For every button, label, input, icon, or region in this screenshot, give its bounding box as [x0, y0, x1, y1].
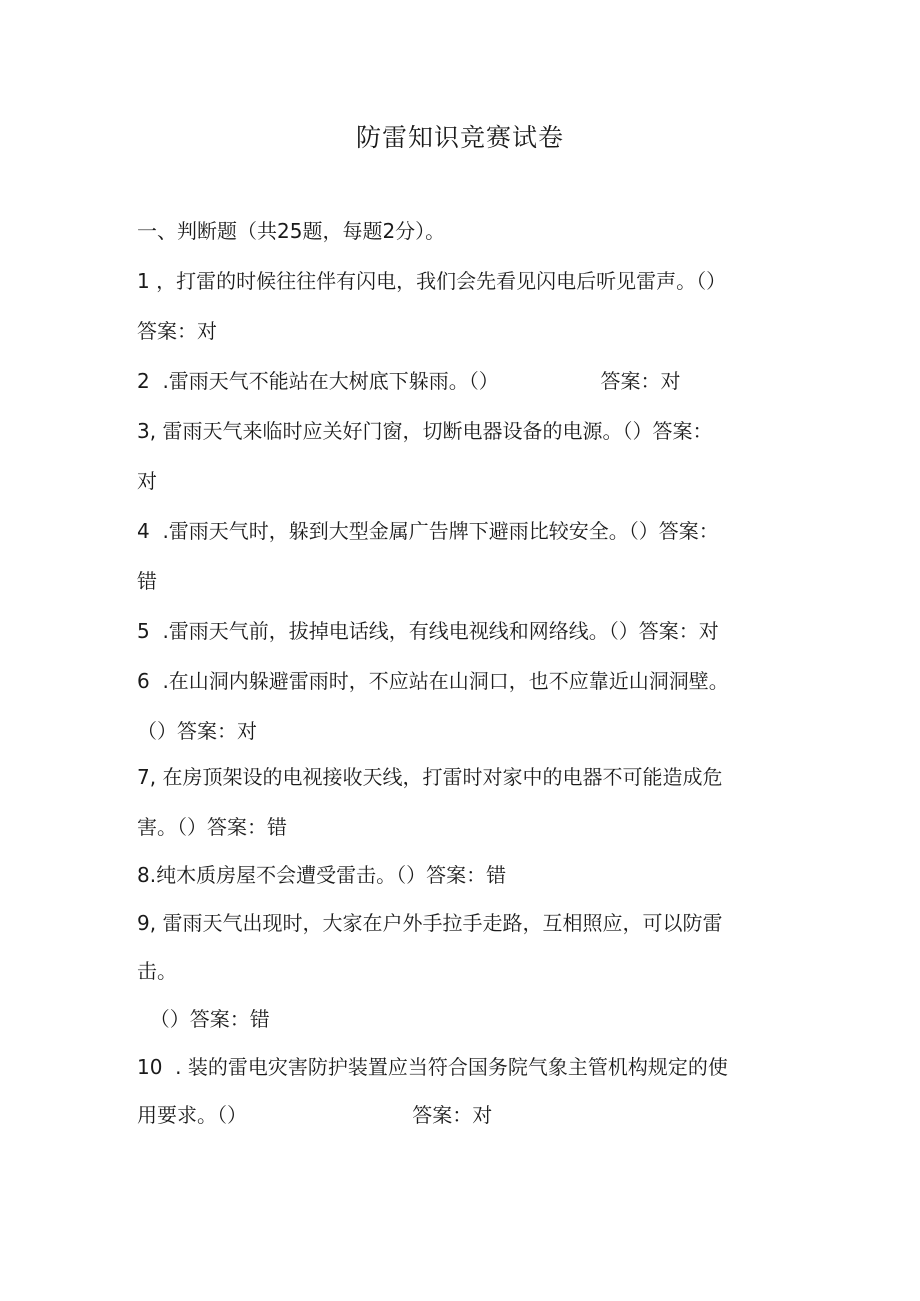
question-line: 8.纯木质房屋不会遭受雷击。（）答案：错 [137, 863, 507, 887]
question-line: 1 ，打雷的时候往往伴有闪电，我们会先看见闪电后听见雷声。（） [137, 269, 727, 293]
question-line: 9, 雷雨天气出现时，大家在户外手拉手走路，互相照应，可以防雷 [137, 911, 723, 935]
question-line: 3, 雷雨天气来临时应关好门窗，切断电器设备的电源。（）答案： [137, 419, 713, 443]
question-line: 5 .雷雨天气前，拔掉电话线，有线电视线和网络线。（）答案：对 [137, 619, 719, 643]
answer-line: 错 [137, 569, 157, 593]
answer-line: 害。（）答案：错 [137, 815, 287, 839]
answer-line: （）答案：对 [137, 719, 257, 743]
question-line: 2 .雷雨天气不能站在大树底下躲雨。（） 答案：对 [137, 369, 681, 393]
question-line: 4 .雷雨天气时，躲到大型金属广告牌下避雨比较安全。（）答案： [137, 519, 719, 543]
page-title: 防雷知识竞赛试卷 [355, 123, 564, 152]
question-line: 击。 [137, 959, 177, 983]
answer-line: 答案：对 [137, 319, 217, 343]
question-line: 10 . 装的雷电灾害防护装置应当符合国务院气象主管机构规定的使 [137, 1055, 728, 1079]
answer-line: 用要求。（） 答案：对 [137, 1103, 493, 1127]
question-line: 6 .在山洞内躲避雷雨时，不应站在山洞口，也不应靠近山洞洞壁。 [137, 669, 729, 693]
answer-line: 对 [137, 469, 157, 493]
section-heading: 一、判断题（共25题，每题2分）。 [137, 219, 446, 243]
question-line: 7, 在房顶架设的电视接收天线，打雷时对家中的电器不可能造成危 [137, 765, 723, 789]
answer-line: （）答案：错 [137, 1007, 270, 1031]
